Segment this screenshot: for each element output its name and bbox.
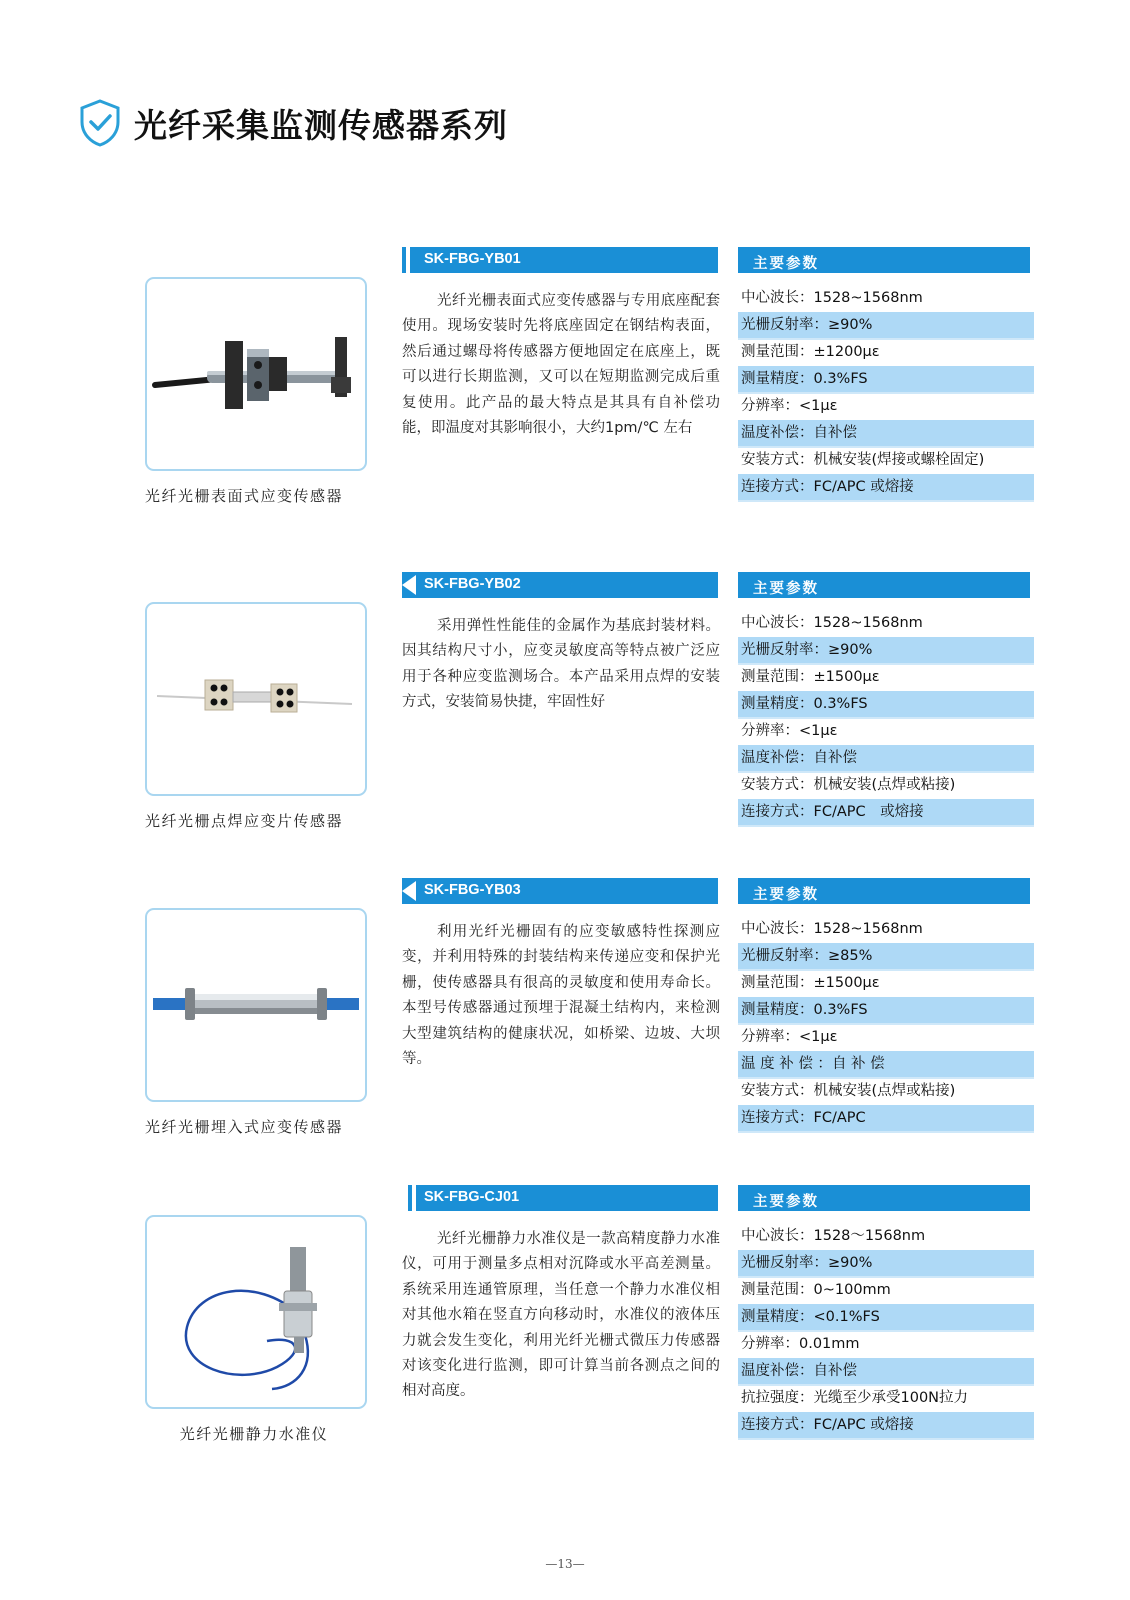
param-value: ≥90%: [828, 317, 873, 333]
product-name: 光纤光栅埋入式应变传感器: [145, 1118, 344, 1136]
param-label: 分辨率：: [741, 1336, 799, 1352]
param-label: 安装方式：: [741, 777, 814, 793]
params-list: [738, 916, 1034, 1132]
model-banner: [402, 572, 718, 598]
param-row: [738, 691, 1034, 718]
product-photo: [145, 277, 367, 471]
param-label: 测量范围：: [741, 669, 814, 685]
product-section: [0, 878, 1130, 1178]
param-row: [738, 799, 1034, 826]
param-row: [738, 997, 1034, 1024]
param-label: 分辨率：: [741, 398, 799, 414]
param-label: 温 度 补 偿 ：: [741, 1056, 832, 1072]
param-row: [738, 447, 1034, 474]
param-value: 0~100mm: [813, 1282, 891, 1298]
param-label: 安装方式：: [741, 452, 814, 468]
param-label: 测量精度：: [741, 1309, 814, 1325]
param-value: 机械安装(焊接或螺栓固定): [813, 452, 985, 468]
param-label: 中心波长：: [741, 290, 814, 306]
param-label: 连接方式：: [741, 479, 814, 495]
page-header: [78, 98, 778, 150]
param-label: 光栅反射率：: [741, 1255, 828, 1271]
param-row: [738, 1412, 1034, 1439]
param-label: 安装方式：: [741, 1083, 814, 1099]
product-description: 采用弹性性能佳的金属作为基底封装材料。因其结构尺寸小，应变灵敏度高等特点被广泛应用于各种应变监测场合。本产品采用点焊的安装方式，安装简易快捷，牢固性好: [402, 618, 720, 711]
param-row: [738, 1277, 1034, 1304]
param-row: [738, 1051, 1034, 1078]
page-title: 光纤采集监测传感器系列: [134, 106, 508, 145]
embedded-strain-sensor-image: [147, 910, 365, 1100]
param-label: 中心波长：: [741, 615, 814, 631]
product-section: [0, 1185, 1130, 1485]
param-row: [738, 1105, 1034, 1132]
banner-arrow-icon: [402, 575, 416, 595]
param-value: FC/APC: [813, 1110, 866, 1126]
param-row: [738, 916, 1034, 943]
param-row: [738, 970, 1034, 997]
product-photo: [145, 908, 367, 1102]
param-label: 测量范围：: [741, 1282, 814, 1298]
model-code: SK-FBG-YB02: [424, 576, 521, 592]
product-photo: [145, 1215, 367, 1409]
shield-check-icon: [78, 98, 122, 148]
banner-arrow-icon: [402, 881, 416, 901]
product-description: 光纤光栅表面式应变传感器与专用底座配套使用。现场安装时先将底座固定在钢结构表面，然后通过螺母将传感器方便地固定在底座上，既可以进行长期监测，又可以在短期监测完成后重复使用。此产品的最大特点是其具有自补偿功能，即温度对其影响很小，大约1pm/℃ 左右: [402, 293, 720, 437]
param-value: <1με: [799, 723, 838, 739]
param-label: 连接方式：: [741, 804, 814, 820]
page-number: —13—: [545, 1557, 585, 1571]
param-label: 连接方式：: [741, 1110, 814, 1126]
product-description: 光纤光栅静力水准仪是一款高精度静力水准仪，可用于测量多点相对沉降或水平高差测量。系统采用连通管原理，当任意一个静力水准仪相对其他水箱在竖直方向移动时，水准仪的液体压力就会发生变化，利用光纤光栅式微压力传感器对该变化进行监测，即可计算当前各测点之间的相对高度。: [402, 1231, 720, 1400]
product-name: 光纤光栅点焊应变片传感器: [145, 812, 344, 830]
param-label: 分辨率：: [741, 1029, 799, 1045]
model-code: SK-FBG-CJ01: [424, 1189, 520, 1205]
params-header: [738, 1185, 1030, 1211]
param-label: 光栅反射率：: [741, 948, 828, 964]
banner-divider: [406, 247, 410, 273]
banner-divider: [412, 1185, 416, 1211]
param-value: 0.3%FS: [813, 696, 868, 712]
params-title: 主要参数: [753, 256, 819, 272]
product-section: [0, 247, 1130, 547]
params-list: [738, 285, 1034, 501]
product-name: 光纤光栅表面式应变传感器: [145, 487, 344, 505]
params-header: [738, 247, 1030, 273]
params-title: 主要参数: [753, 1194, 819, 1210]
model-banner: [408, 1185, 718, 1211]
param-value: <0.1%FS: [813, 1309, 880, 1325]
param-value: ≥85%: [828, 948, 873, 964]
params-list: [738, 1223, 1034, 1439]
param-row: [738, 1024, 1034, 1051]
product-name: 光纤光栅静力水准仪: [179, 1425, 329, 1443]
param-value: 自补偿: [813, 425, 857, 441]
param-value: ≥90%: [828, 642, 873, 658]
param-label: 连接方式：: [741, 1417, 814, 1433]
param-label: 中心波长：: [741, 1228, 814, 1244]
param-value: 机械安装(点焊或粘接): [813, 777, 956, 793]
param-label: 测量范围：: [741, 975, 814, 991]
param-label: 测量精度：: [741, 696, 814, 712]
param-label: 温度补偿：: [741, 1363, 814, 1379]
param-value: ≥90%: [828, 1255, 873, 1271]
param-value: FC/APC 或熔接: [813, 804, 924, 820]
param-value: 1528~1568nm: [813, 921, 923, 937]
param-value: 0.3%FS: [813, 1002, 868, 1018]
param-value: 机械安装(点焊或粘接): [813, 1083, 956, 1099]
param-row: [738, 664, 1034, 691]
params-header: [738, 572, 1030, 598]
param-label: 分辨率：: [741, 723, 799, 739]
param-value: 1528~1568nm: [813, 615, 923, 631]
param-row: [738, 339, 1034, 366]
param-value: 自补偿: [813, 1363, 857, 1379]
param-row: [738, 474, 1034, 501]
param-label: 测量范围：: [741, 344, 814, 360]
params-header: [738, 878, 1030, 904]
param-value: 0.01mm: [799, 1336, 860, 1352]
param-row: [738, 745, 1034, 772]
params-title: 主要参数: [753, 581, 819, 597]
param-value: <1με: [799, 1029, 838, 1045]
param-row: [738, 1331, 1034, 1358]
model-banner: [402, 247, 718, 273]
param-value: 自补偿: [813, 750, 857, 766]
param-value: 1528～1568nm: [813, 1228, 926, 1244]
product-section: [0, 572, 1130, 872]
model-banner: [402, 878, 718, 904]
param-value: ±1500με: [813, 975, 880, 991]
model-code: SK-FBG-YB01: [424, 251, 521, 267]
param-row: [738, 285, 1034, 312]
param-value: FC/APC 或熔接: [813, 1417, 914, 1433]
param-label: 抗拉强度：: [741, 1390, 814, 1406]
param-row: [738, 1223, 1034, 1250]
param-row: [738, 1358, 1034, 1385]
param-value: 光缆至少承受100N拉力: [813, 1390, 969, 1406]
param-value: <1με: [799, 398, 838, 414]
param-label: 测量精度：: [741, 1002, 814, 1018]
param-row: [738, 610, 1034, 637]
param-value: 1528~1568nm: [813, 290, 923, 306]
param-value: 0.3%FS: [813, 371, 868, 387]
params-list: [738, 610, 1034, 826]
param-row: [738, 637, 1034, 664]
param-label: 光栅反射率：: [741, 317, 828, 333]
param-label: 光栅反射率：: [741, 642, 828, 658]
param-row: [738, 943, 1034, 970]
param-label: 温度补偿：: [741, 750, 814, 766]
static-level-gauge-image: [147, 1217, 365, 1407]
param-row: [738, 420, 1034, 447]
param-row: [738, 718, 1034, 745]
param-label: 测量精度：: [741, 371, 814, 387]
surface-strain-sensor-image: [147, 279, 365, 469]
params-title: 主要参数: [753, 887, 819, 903]
param-value: ±1200με: [813, 344, 880, 360]
model-code: SK-FBG-YB03: [424, 882, 521, 898]
param-row: [738, 1385, 1034, 1412]
param-label: 中心波长：: [741, 921, 814, 937]
param-label: 温度补偿：: [741, 425, 814, 441]
param-value: ±1500με: [813, 669, 880, 685]
param-value: FC/APC 或熔接: [813, 479, 914, 495]
param-row: [738, 1078, 1034, 1105]
param-row: [738, 772, 1034, 799]
product-description: 利用光纤光栅固有的应变敏感特性探测应变，并利用特殊的封装结构来传递应变和保护光栅，使传感器具有很高的灵敏度和使用寿命长。本型号传感器通过预埋于混凝土结构内，来检测大型建筑结构的健康状况，如桥梁、边坡、大坝等。: [402, 924, 720, 1068]
spot-weld-strain-gauge-image: [147, 604, 365, 794]
param-row: [738, 366, 1034, 393]
param-row: [738, 1250, 1034, 1277]
param-row: [738, 312, 1034, 339]
param-row: [738, 1304, 1034, 1331]
param-value: 自 补 偿: [831, 1056, 885, 1072]
param-row: [738, 393, 1034, 420]
product-photo: [145, 602, 367, 796]
